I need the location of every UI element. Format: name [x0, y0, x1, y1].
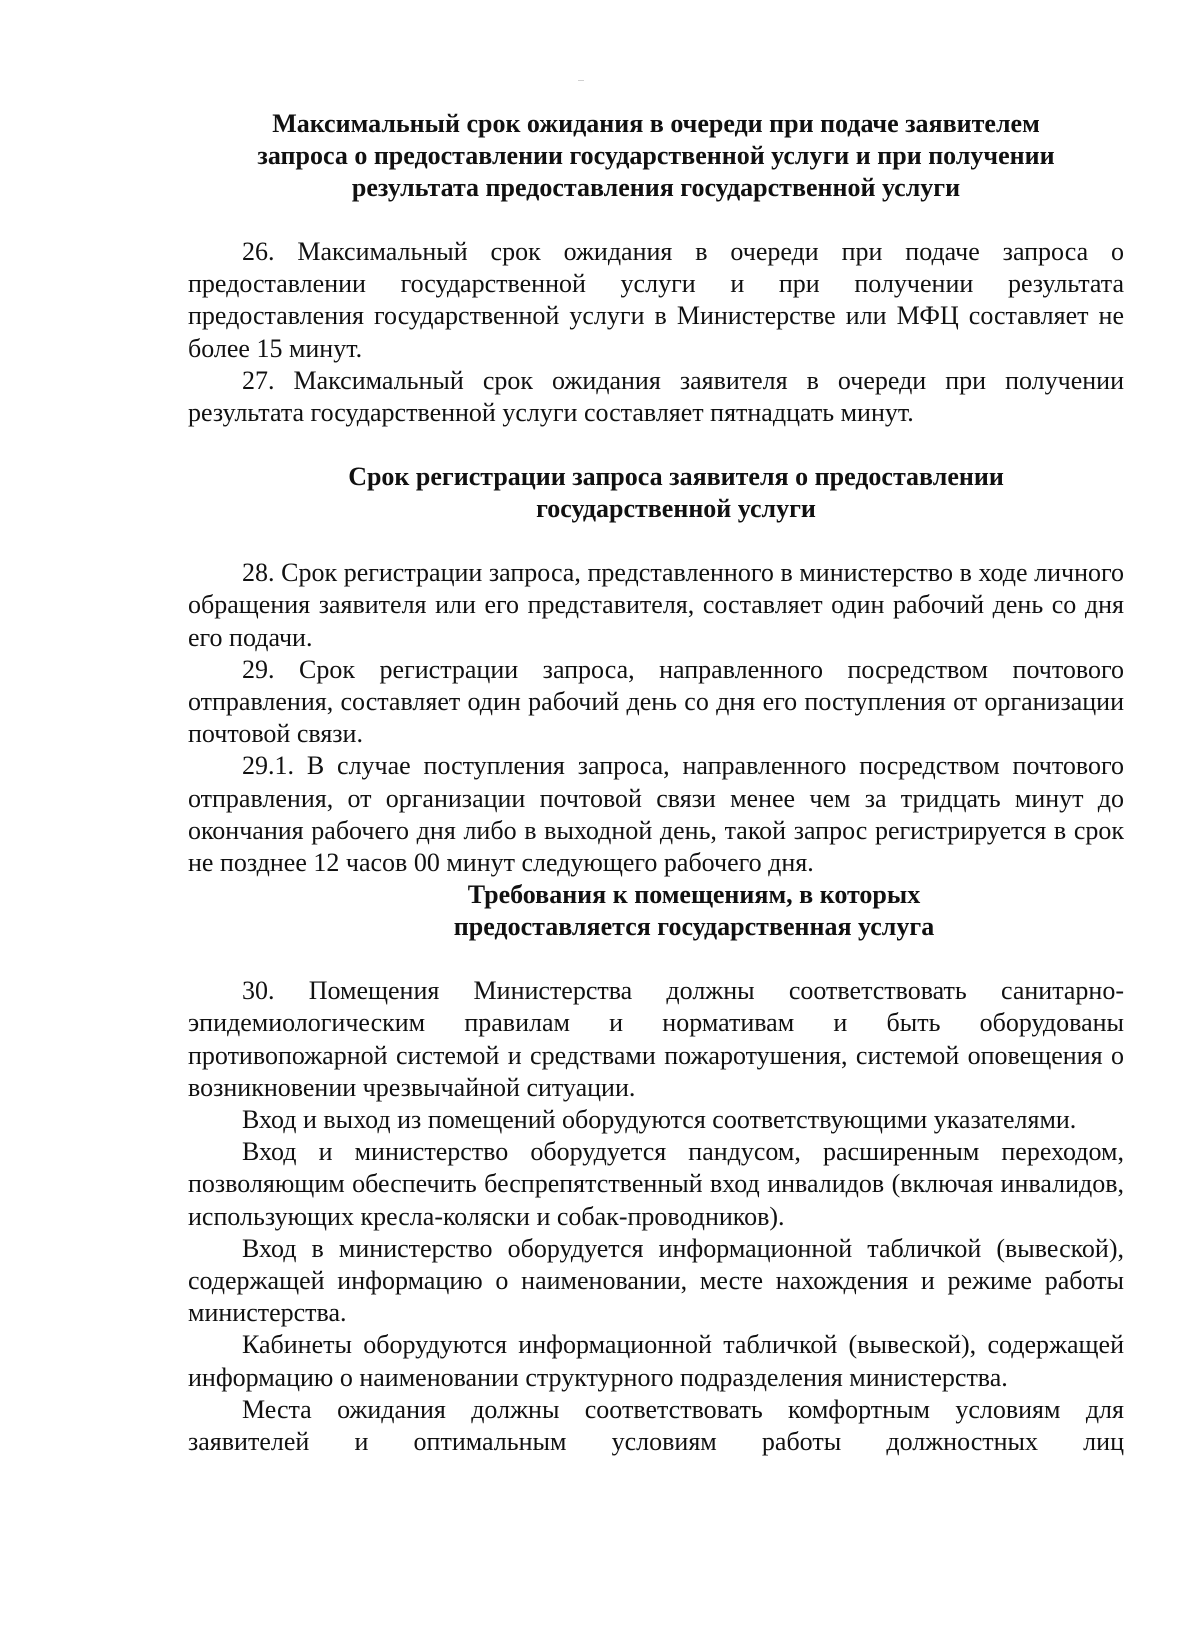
paragraph-28: 28. Срок регистрации запроса, представленного в министерство в ходе личного обращения заявителя или его представителя, составляет один рабочий день со дня его подачи. — [188, 558, 1124, 652]
heading-line: Максимальный срок ожидания в очереди при подаче заявителем — [272, 109, 1040, 138]
heading-line: результата предоставления государственной услуги — [351, 173, 961, 202]
paragraph-ramp: Вход и министерство оборудуется пандусом, расширенным переходом, позволяющим обеспечить беспрепятственный вход инвалидов (включая инвалидов, использующих кресла-коляски и собак-проводников). — [188, 1137, 1124, 1231]
paragraph-entrance-exit: Вход и выход из помещений оборудуются соответствующими указателями. — [242, 1105, 1077, 1135]
paragraph-offices: Кабинеты оборудуются информационной табличкой (вывеской), содержащей информацию о наименовании структурного подразделения министерства. — [188, 1330, 1124, 1392]
spacer — [188, 204, 1124, 236]
paragraph-29-1: 29.1. В случае поступления запроса, направленного посредством почтового отправления, от организации почтовой связи менее чем за тридцать минут до окончания рабочего дня либо в выходной день, такой запрос регистрируется в срок не позднее 12 часов 00 минут следующего рабочего дня. — [188, 751, 1124, 878]
scan-mark — [578, 80, 584, 81]
spacer — [188, 943, 1124, 975]
paragraph-waiting-areas: Места ожидания должны соответствовать комфортным условиям для заявителей и оптимальным условиям работы должностных лиц — [188, 1394, 1124, 1457]
section-heading-premises-requirements — [188, 879, 1124, 943]
paragraph-30: 30. Помещения Министерства должны соответствовать санитарно-эпидемиологическим правилам и нормативам и быть оборудованы противопожарной системой и средствами пожаротушения, системой оповещения о возникновении чрезвычайной ситуации. — [188, 976, 1124, 1102]
paragraph-27: 27. Максимальный срок ожидания заявителя в очереди при получении результата государственной услуги составляет пятнадцать минут. — [188, 365, 1124, 428]
heading-line: Срок регистрации запроса заявителя о предоставлении — [348, 462, 1004, 492]
paragraph-signage: Вход в министерство оборудуется информационной табличкой (вывеской), содержащей информацию о наименовании, месте нахождения и режиме работы министерства. — [188, 1233, 1124, 1328]
section-heading-registration-time — [188, 461, 1124, 525]
paragraph-26: 26. Максимальный срок ожидания в очереди при подаче запроса о предоставлении государственной услуги и при получении результата предоставления государственной услуги в Министерстве или МФЦ составляет не более 15 минут. — [188, 237, 1124, 363]
document-body — [188, 108, 1124, 1458]
heading-line: предоставляется государственная услуга — [453, 912, 935, 942]
heading-line: Требования к помещениям, в которых — [467, 880, 921, 910]
spacer — [188, 525, 1124, 557]
heading-line: государственной услуги — [536, 494, 816, 524]
section-heading-queue-time — [188, 108, 1124, 204]
spacer — [188, 429, 1124, 461]
paragraph-29: 29. Срок регистрации запроса, направленного посредством почтового отправления, составляет один рабочий день со дня его поступления от организации почтовой связи. — [188, 654, 1124, 749]
heading-line: запроса о предоставлении государственной услуги и при получении — [257, 141, 1055, 170]
